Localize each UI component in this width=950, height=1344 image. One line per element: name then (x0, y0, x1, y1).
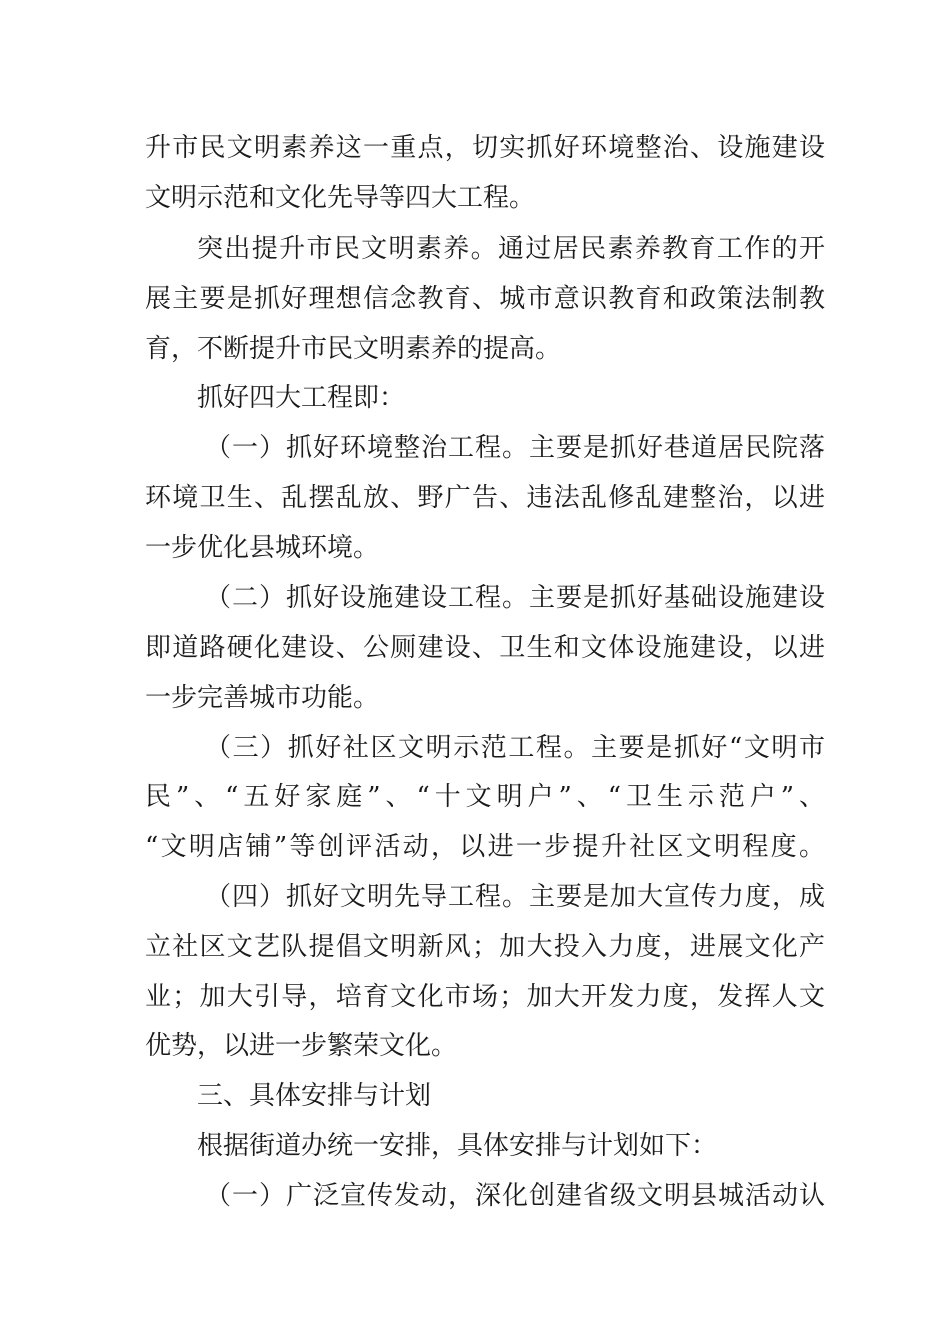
text-line: 根据街道办统一安排，具体安排与计划如下： (197, 1131, 718, 1161)
text-line: 即道路硬化建设、公厕建设、卫生和文体设施建设，以进 (145, 633, 825, 663)
text-line: （三）抓好社区文明示范工程。主要是抓好“文明市 (205, 733, 825, 763)
text-line: 文明示范和文化先导等四大工程。 (145, 183, 536, 213)
text-line: 展主要是抓好理想信念教育、城市意识教育和政策法制教 (145, 284, 825, 314)
text-line: 立社区文艺队提倡文明新风；加大投入力度，进展文化产 (145, 932, 825, 962)
text-line: 业；加大引导，培育文化市场；加大开发力度，发挥人文 (145, 982, 825, 1012)
text-line: 民”、“五好家庭”、“十文明户”、“卫生示范户”、 (145, 782, 825, 812)
text-line: 一步完善城市功能。 (145, 683, 380, 713)
text-line: 突出提升市民文明素养。通过居民素养教育工作的开 (197, 234, 825, 264)
text-line: （一）广泛宣传发动，深化创建省级文明县城活动认 (205, 1181, 825, 1211)
text-line: （二）抓好设施建设工程。主要是抓好基础设施建设 (205, 583, 825, 613)
text-line: 环境卫生、乱摆乱放、野广告、违法乱修乱建整治，以进 (145, 483, 825, 513)
section-heading: 三、具体安排与计划 (197, 1081, 432, 1111)
text-line: （一）抓好环境整治工程。主要是抓好巷道居民院落 (205, 433, 825, 463)
text-line: “文明店铺”等创评活动，以进一步提升社区文明程度。 (145, 832, 825, 862)
text-line: （四）抓好文明先导工程。主要是加大宣传力度，成 (205, 882, 825, 912)
text-line: 升市民文明素养这一重点，切实抓好环境整治、设施建设 (145, 133, 825, 163)
text-line: 抓好四大工程即： (197, 383, 406, 413)
text-line: 一步优化县城环境。 (145, 533, 380, 563)
text-line: 优势，以进一步繁荣文化。 (145, 1031, 458, 1061)
text-line: 育，不断提升市民文明素养的提高。 (145, 334, 562, 364)
